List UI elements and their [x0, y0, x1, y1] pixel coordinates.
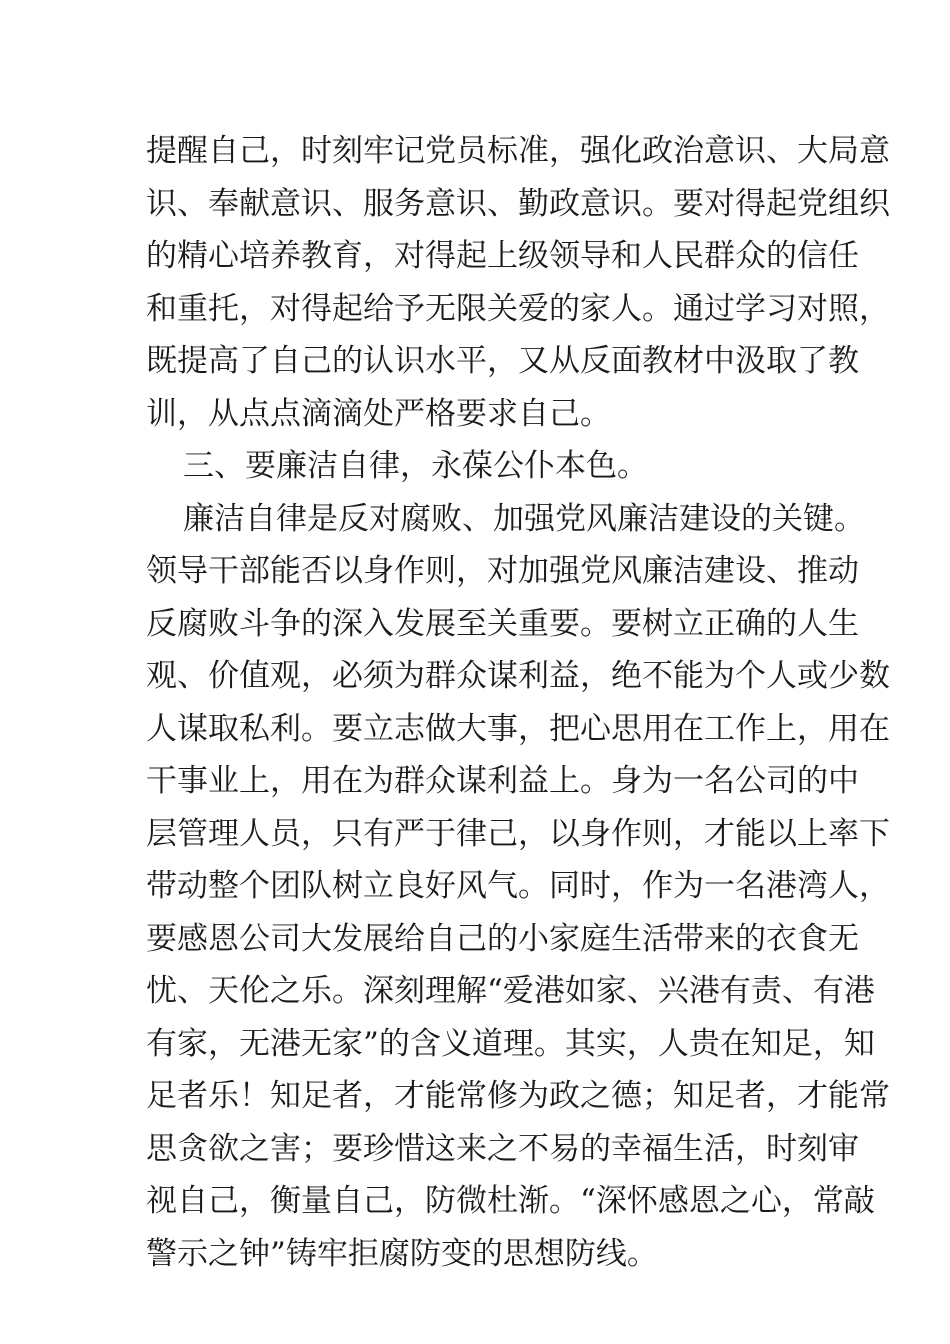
text-line: 廉洁自律是反对腐败、加强党风廉洁建设的关键。 — [183, 500, 865, 537]
text-line: 足者乐！知足者，才能常修为政之德；知足者，才能常 — [146, 1078, 890, 1114]
text-line: 带动整个团队树立良好风气。同时，作为一名港湾人， — [146, 868, 890, 904]
text-line: 人谋取私利。要立志做大事，把心思用在工作上，用在 — [146, 710, 890, 747]
text-line: 视自己，衡量自己，防微杜渐。“深怀感恩之心，常敲 — [146, 1183, 875, 1219]
text-line: 思贪欲之害；要珍惜这来之不易的幸福生活，时刻审 — [146, 1130, 859, 1167]
text-line: 反腐败斗争的深入发展至关重要。要树立正确的人生 — [146, 605, 859, 642]
body-text — [146, 125, 890, 1280]
text-line: 识、奉献意识、服务意识、勤政意识。要对得起党组织 — [146, 185, 890, 222]
text-line: 的精心培养教育，对得起上级领导和人民群众的信任 — [146, 238, 859, 274]
text-line: 忧、天伦之乐。深刻理解“爱港如家、兴港有责、有港 — [146, 973, 875, 1009]
text-line: 提醒自己，时刻牢记党员标准，强化政治意识、大局意 — [146, 133, 890, 169]
text-line: 领导干部能否以身作则，对加强党风廉洁建设、推动 — [146, 553, 859, 589]
text-line: 有家，无港无家”的含义道理。其实，人贵在知足，知 — [146, 1025, 875, 1062]
section-heading: 三、要廉洁自律，永葆公仆本色。 — [183, 448, 648, 484]
text-line: 警示之钟”铸牢拒腐防变的思想防线。 — [146, 1235, 658, 1272]
text-line: 训，从点点滴滴处严格要求自己。 — [146, 395, 611, 432]
text-line: 要感恩公司大发展给自己的小家庭生活带来的衣食无 — [146, 920, 859, 957]
text-line: 既提高了自己的认识水平，又从反面教材中汲取了教 — [146, 343, 859, 379]
text-line: 和重托，对得起给予无限关爱的家人。通过学习对照， — [146, 290, 890, 327]
text-line: 观、价值观，必须为群众谋利益，绝不能为个人或少数 — [146, 658, 890, 694]
text-line: 干事业上，用在为群众谋利益上。身为一名公司的中 — [146, 763, 859, 799]
text-line: 层管理人员，只有严于律己，以身作则，才能以上率下 — [146, 815, 890, 852]
